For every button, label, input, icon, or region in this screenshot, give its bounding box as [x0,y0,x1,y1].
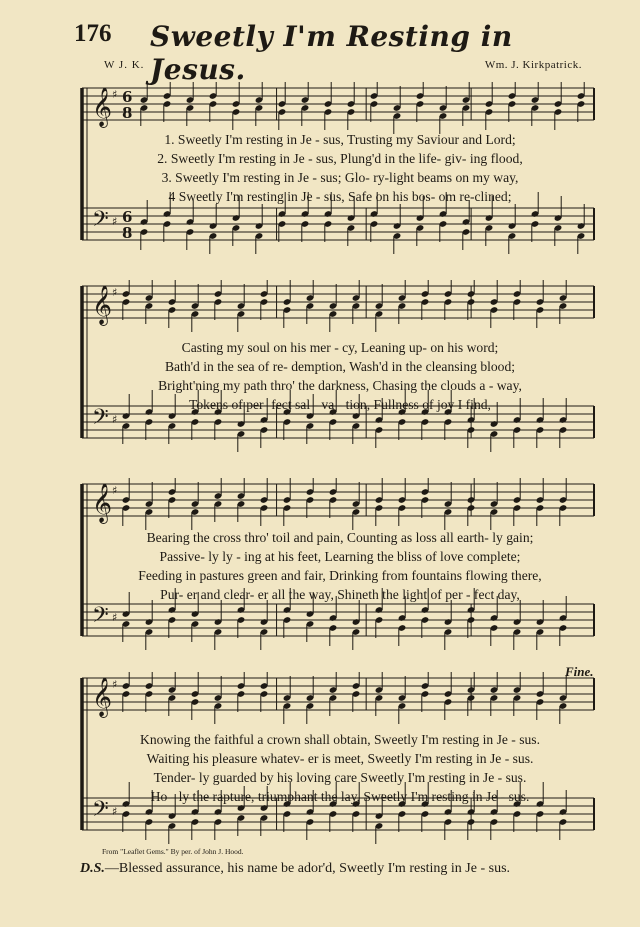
lyricist-credit: W J. K. [104,59,145,71]
svg-text:𝄢: 𝄢 [92,207,109,237]
svg-text:𝄞: 𝄞 [92,483,113,523]
lyric-line: 1. Sweetly I'm resting in Je - sus, Trusting my Saviour and Lord; [164,132,516,147]
page-number: 176 [74,20,112,47]
svg-text:𝄞: 𝄞 [92,285,113,325]
ds-label: D.S. [80,861,105,876]
lyric-line: Tender- ly guarded by his loving care Sweetly I'm resting in Je - sus. [153,770,527,785]
lyric-line: 4 Sweetly I'm resting in Je - sus, Safe on his bos- om re-clined; [168,189,512,204]
svg-text:8: 8 [122,104,133,122]
lyric-line: Casting my soul on his mer - cy, Leaning up- on his word; [181,340,499,355]
lyric-line: 3. Sweetly I'm resting in Je - sus; Glo- ry-light beams on my way, [161,170,519,185]
hymn-title: Sweetly I'm Resting in Jesus. [150,20,513,86]
lyric-line: Bright'ning my path thro' the darkness, Chasing the clouds a - way, [158,378,522,393]
svg-text:♯: ♯ [112,805,118,818]
lyric-line: Bath'd in the sea of re- demption, Wash'd in the cleansing blood; [164,359,516,374]
composer-credit: Wm. J. Kirkpatrick. [484,59,582,71]
lyric-line: Knowing the faithful a crown shall obtain, Sweetly I'm resting in Je - sus. [140,732,540,747]
lyric-line: Bearing the cross thro' toil and pain, Counting as loss all earth- ly gain; [146,530,534,545]
svg-text:8: 8 [122,224,133,242]
lyrics-block-4 [80,730,600,806]
svg-text:𝄢: 𝄢 [92,405,109,435]
svg-text:♯: ♯ [112,484,118,497]
svg-text:♯: ♯ [112,678,118,691]
svg-text:𝄢: 𝄢 [92,603,109,633]
fine-mark: Fine. [565,664,594,679]
lyric-line: Ho - ly the rapture, triumphant the lay, Sweetly I'm resting in Je - sus. [150,789,530,804]
svg-text:♯: ♯ [112,413,118,426]
svg-text:♯: ♯ [112,286,118,299]
source-credit: From "Leaflet Gems." By per. of John J. Hood. [102,847,244,856]
svg-text:♯: ♯ [112,611,118,624]
lyric-line: Passive- ly ly - ing at his feet, Learning the bliss of love complete; [159,549,521,564]
svg-text:6: 6 [122,88,133,106]
lyrics-block-2 [80,338,600,414]
svg-text:𝄞: 𝄞 [92,87,113,127]
ds-text: —Blessed assurance, his name be ador'd, Sweetly I'm resting in Je - sus. [104,861,511,876]
lyric-line: 2. Sweetly I'm resting in Je - sus, Plung'd in the life- giv- ing flood, [157,151,523,166]
lyric-line: Tokens of per- fect sal - va - tion, Fullness of joy I find, [189,397,491,412]
svg-text:𝄞: 𝄞 [92,677,113,717]
lyrics-block-1 [80,130,600,206]
lyric-line: Feeding in pastures green and fair, Drinking from fountains flowing there, [138,568,542,583]
lyrics-block-3 [80,528,600,604]
lyric-line: Waiting his pleasure whatev- er is meet, Sweetly I'm resting in Je - sus. [146,751,534,766]
svg-text:♯: ♯ [112,215,118,228]
svg-text:♯: ♯ [112,88,118,101]
svg-text:6: 6 [122,208,133,226]
dal-segno-line [80,861,510,877]
lyric-line: Pur- er and clear- er all the way, Shineth the light of per - fect day, [160,587,520,602]
svg-text:𝄢: 𝄢 [92,797,109,827]
